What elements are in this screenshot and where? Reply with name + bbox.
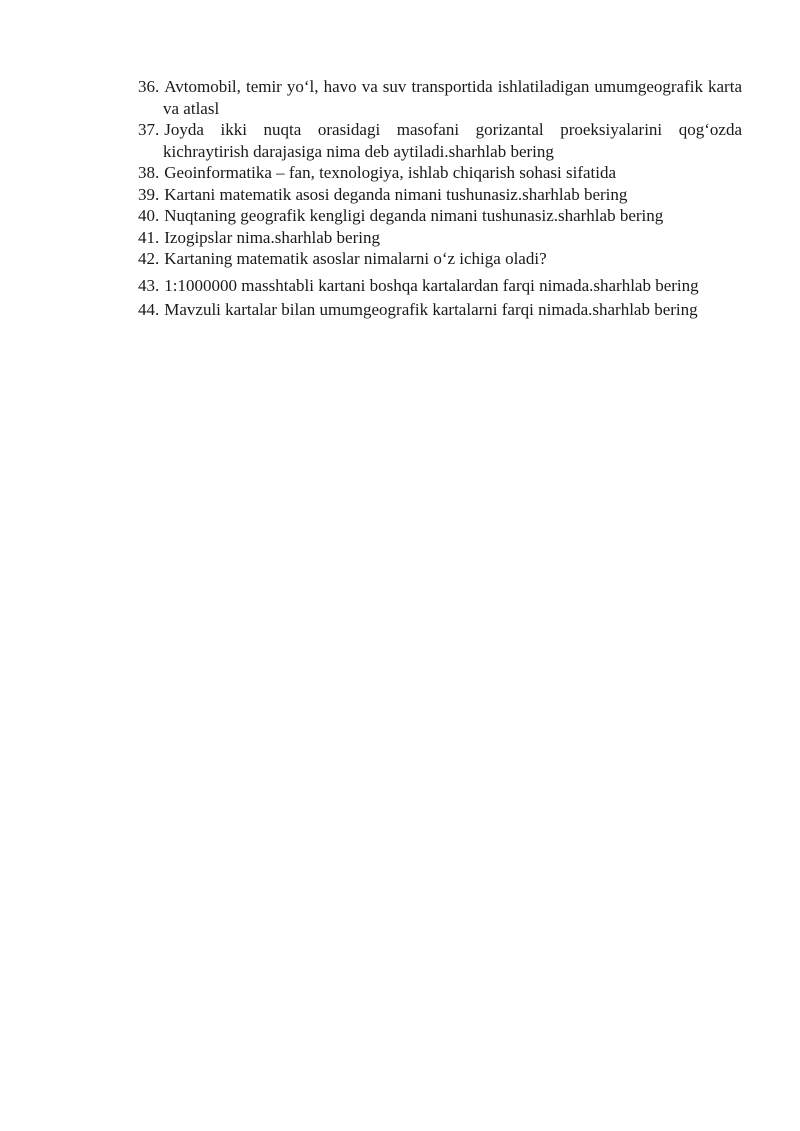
question-number: 36. — [138, 77, 160, 96]
question-text: 1:1000000 masshtabli kartani boshqa kartalardan farqi nimada.sharhlab bering — [164, 275, 699, 295]
question-text: Mavzuli kartalar bilan umumgeografik kartalarni farqi nimada.sharhlab bering — [164, 300, 698, 319]
question-text: Avtomobil, temir yo‘l, havo va suv transportida ishlatiladigan umumgeografik karta va atlasl — [163, 77, 742, 118]
question-text: Joyda ikki nuqta orasidagi masofani gorizantal proeksiyalarini qog‘ozda kichraytirish darajasiga nima deb aytiladi.sharhlab bering — [163, 120, 742, 161]
question-text: Nuqtaning geografik kengligi deganda nimani tushunasiz.sharhlab bering — [164, 206, 664, 225]
question-item-42 — [138, 248, 742, 270]
question-number: 44. — [138, 300, 160, 319]
question-number: 41. — [138, 227, 160, 247]
question-text: Geoinformatika – fan, texnologiya, ishlab chiqarish sohasi sifatida — [164, 163, 617, 182]
question-number: 43. — [138, 275, 160, 295]
question-item-38 — [138, 162, 742, 184]
question-text: Izogipslar nima.sharhlab bering — [164, 227, 380, 247]
question-number: 38. — [138, 163, 160, 182]
question-item-41 — [138, 227, 742, 249]
question-number: 42. — [138, 249, 160, 268]
question-number: 40. — [138, 206, 160, 225]
question-item-44 — [138, 299, 742, 321]
question-item-43 — [138, 275, 742, 297]
question-text: Kartaning matematik asoslar nimalarni o‘z ichiga oladi? — [164, 249, 547, 268]
question-list — [138, 76, 742, 321]
question-number: 39. — [138, 184, 160, 204]
question-text: Kartani matematik asosi deganda nimani tushunasiz.sharhlab bering — [164, 184, 628, 204]
question-item-39 — [138, 184, 742, 206]
question-item-37 — [138, 119, 742, 162]
question-item-36 — [138, 76, 742, 119]
question-item-40 — [138, 205, 742, 227]
question-number: 37. — [138, 120, 160, 139]
